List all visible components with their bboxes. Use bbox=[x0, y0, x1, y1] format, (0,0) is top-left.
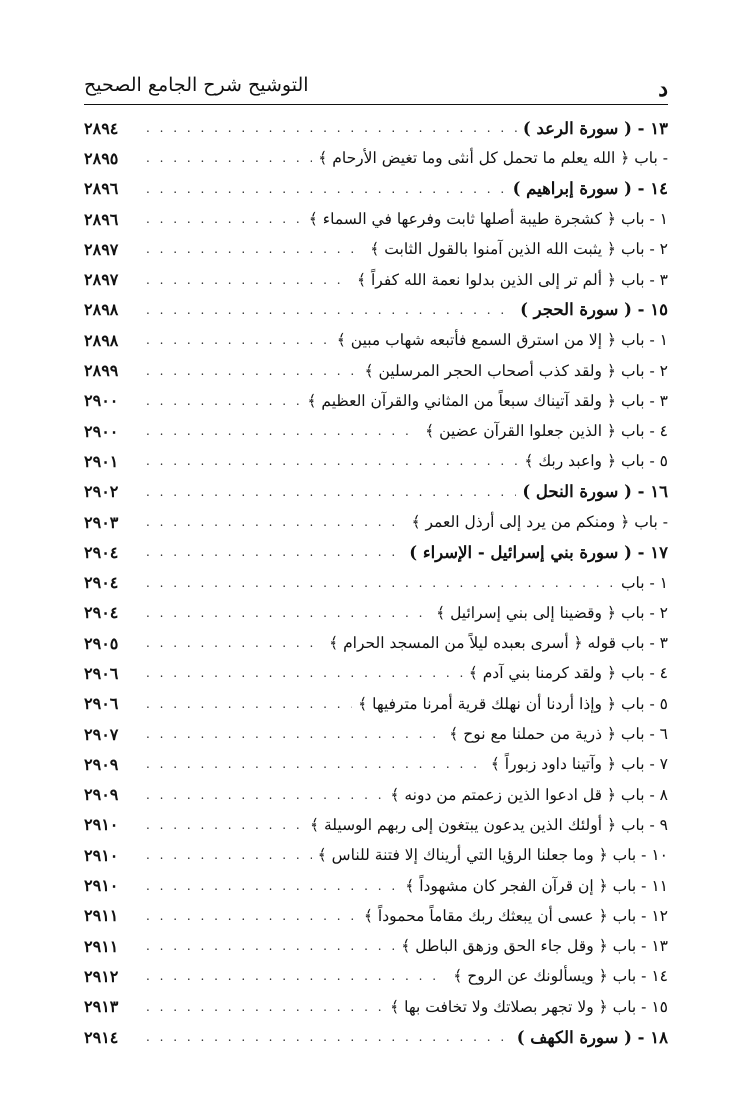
page-number: ٢٩٠٤ bbox=[84, 603, 119, 623]
dot-leader bbox=[146, 969, 447, 983]
surah-heading-row bbox=[84, 537, 668, 567]
surah-title: ١٤ - ( سورة إبراهيم ) bbox=[512, 179, 668, 199]
surah-heading-row bbox=[84, 477, 668, 507]
page-number: ٢٨٩٦ bbox=[84, 209, 119, 229]
dot-leader bbox=[146, 606, 430, 620]
chapter-title: ١٤ - باب ﴿ ويسألونك عن الروح ﴾ bbox=[453, 967, 668, 986]
dot-leader bbox=[146, 666, 463, 680]
chapter-entry-row bbox=[84, 992, 668, 1022]
chapter-entry-row bbox=[84, 325, 668, 355]
dot-leader bbox=[146, 303, 514, 317]
chapter-entry-row bbox=[84, 961, 668, 991]
chapter-title: ١ - باب bbox=[620, 573, 668, 592]
dot-leader bbox=[146, 212, 303, 226]
chapter-entry-row bbox=[84, 355, 668, 385]
page-number: ٢٩٠٥ bbox=[84, 633, 119, 653]
chapter-title: ٤ - باب ﴿ الذين جعلوا القرآن عضين ﴾ bbox=[425, 422, 668, 441]
chapter-entry-row bbox=[84, 143, 668, 173]
dot-leader bbox=[146, 848, 312, 862]
chapter-title: ٩ - باب ﴿ أولئك الذين يدعون يبتغون إلى ربهم الوسيلة ﴾ bbox=[309, 815, 668, 834]
surah-heading-row bbox=[84, 295, 668, 325]
chapter-entry-row bbox=[84, 416, 668, 446]
dot-leader bbox=[146, 273, 351, 287]
dot-leader bbox=[146, 636, 323, 650]
chapter-title: ٣ - باب ﴿ ولقد آتيناك سبعاً من المثاني والقرآن العظيم ﴾ bbox=[307, 391, 668, 410]
chapter-title: ٦ - باب ﴿ ذرية من حملنا مع نوح ﴾ bbox=[449, 725, 668, 744]
chapter-entry-row bbox=[84, 840, 668, 870]
page-number: ٢٩١٤ bbox=[84, 1027, 119, 1047]
dot-leader bbox=[146, 727, 443, 741]
chapter-title: ١٢ - باب ﴿ عسى أن يبعثك ربك مقاماً محموداً ﴾ bbox=[363, 906, 668, 925]
chapter-entry-row bbox=[84, 810, 668, 840]
page-number: ٢٩٠٦ bbox=[84, 694, 119, 714]
chapter-entry-row bbox=[84, 567, 668, 597]
page-number: ٢٩١٠ bbox=[84, 815, 119, 835]
chapter-title: ١ - باب ﴿ كشجرة طيبة أصلها ثابت وفرعها في السماء ﴾ bbox=[308, 210, 668, 229]
chapter-title: ١٣ - باب ﴿ وقل جاء الحق وزهق الباطل ﴾ bbox=[401, 937, 668, 956]
chapter-entry-row bbox=[84, 204, 668, 234]
chapter-entry-row bbox=[84, 719, 668, 749]
chapter-title: ٢ - باب ﴿ وقضينا إلى بني إسرائيل ﴾ bbox=[436, 603, 668, 622]
dot-leader bbox=[146, 182, 507, 196]
page-number: ٢٨٩٧ bbox=[84, 270, 119, 290]
page-number: ٢٨٩٦ bbox=[84, 179, 119, 199]
dot-leader bbox=[146, 151, 312, 165]
chapter-title: ١ - باب ﴿ إلا من استرق السمع فأتبعه شهاب مبين ﴾ bbox=[336, 331, 668, 350]
page-number: ٢٨٩٨ bbox=[84, 300, 119, 320]
page-number: ٢٩١١ bbox=[84, 936, 119, 956]
chapter-title: ٥ - باب ﴿ وإذا أردنا أن نهلك قرية أمرنا مترفيها ﴾ bbox=[358, 694, 668, 713]
dot-leader bbox=[146, 485, 516, 499]
surah-heading-row bbox=[84, 174, 668, 204]
chapter-title: ١٠ - باب ﴿ وما جعلنا الرؤيا التي أريناك إلا فتنة للناس ﴾ bbox=[317, 846, 668, 865]
chapter-entry-row bbox=[84, 386, 668, 416]
chapter-entry-row bbox=[84, 780, 668, 810]
page-number: ٢٩٠٠ bbox=[84, 391, 119, 411]
page-number: ٢٨٩٩ bbox=[84, 361, 119, 381]
dot-leader bbox=[146, 121, 517, 135]
surah-title: ١٥ - ( سورة الحجر ) bbox=[520, 300, 668, 320]
page-number: ٢٨٩٨ bbox=[84, 330, 119, 350]
dot-leader bbox=[146, 394, 301, 408]
dot-leader bbox=[146, 879, 399, 893]
chapter-title: ٣ - باب قوله ﴿ أسرى بعبده ليلاً من المسجد الحرام ﴾ bbox=[329, 634, 668, 653]
page-number: ٢٨٩٧ bbox=[84, 239, 119, 259]
page-number: ٢٨٩٤ bbox=[84, 118, 119, 138]
dot-leader bbox=[146, 788, 384, 802]
dot-leader bbox=[146, 939, 395, 953]
page-number: ٢٩١٠ bbox=[84, 876, 119, 896]
page-number: ٢٩٠٩ bbox=[84, 785, 119, 805]
page-number: ٢٩٠٦ bbox=[84, 663, 119, 683]
chapter-entry-row bbox=[84, 446, 668, 476]
chapter-entry-row bbox=[84, 689, 668, 719]
dot-leader bbox=[146, 576, 615, 590]
page-header bbox=[84, 64, 668, 104]
page-number: ٢٩٠٤ bbox=[84, 542, 119, 562]
chapter-title: ٤ - باب ﴿ ولقد كرمنا بني آدم ﴾ bbox=[468, 664, 668, 683]
dot-leader bbox=[146, 454, 518, 468]
dot-leader bbox=[146, 757, 485, 771]
chapter-title: ٢ - باب ﴿ ولقد كذب أصحاب الحجر المرسلين ﴾ bbox=[364, 361, 668, 380]
chapter-title: - باب ﴿ الله يعلم ما تحمل كل أنثى وما تغيض الأرحام ﴾ bbox=[318, 149, 668, 168]
dot-leader bbox=[146, 333, 331, 347]
page-number: ٢٩١١ bbox=[84, 906, 119, 926]
page-number: ٢٩٠٧ bbox=[84, 724, 119, 744]
page-number: ٢٩٠٠ bbox=[84, 421, 119, 441]
dot-leader bbox=[146, 697, 352, 711]
chapter-title: ٥ - باب ﴿ واعبد ربك ﴾ bbox=[524, 452, 668, 471]
dot-leader bbox=[146, 424, 419, 438]
chapter-entry-row bbox=[84, 931, 668, 961]
chapter-entry-row bbox=[84, 628, 668, 658]
book-title: التوشيح شرح الجامع الصحيح bbox=[84, 74, 309, 96]
table-of-contents bbox=[84, 113, 668, 1052]
dot-leader bbox=[146, 364, 358, 378]
page-number: ٢٩١٣ bbox=[84, 997, 119, 1017]
chapter-entry-row bbox=[84, 264, 668, 294]
chapter-entry-row bbox=[84, 749, 668, 779]
chapter-title: ٣ - باب ﴿ ألم تر إلى الذين بدلوا نعمة الله كفراً ﴾ bbox=[356, 270, 668, 289]
chapter-entry-row bbox=[84, 658, 668, 688]
chapter-title: ١١ - باب ﴿ إن قرآن الفجر كان مشهوداً ﴾ bbox=[405, 876, 668, 895]
surah-heading-row bbox=[84, 113, 668, 143]
dot-leader bbox=[146, 909, 358, 923]
header-divider bbox=[84, 104, 668, 105]
page-number: ٢٨٩٥ bbox=[84, 148, 119, 168]
chapter-entry-row bbox=[84, 870, 668, 900]
page-number: ٢٩٠١ bbox=[84, 451, 119, 471]
chapter-title: ٧ - باب ﴿ وآتينا داود زبوراً ﴾ bbox=[490, 755, 668, 774]
chapter-entry-row bbox=[84, 598, 668, 628]
surah-heading-row bbox=[84, 1022, 668, 1052]
dot-leader bbox=[146, 1030, 511, 1044]
dot-leader bbox=[146, 818, 304, 832]
dot-leader bbox=[146, 1000, 384, 1014]
dot-leader bbox=[146, 242, 364, 256]
chapter-entry-row bbox=[84, 507, 668, 537]
dot-leader bbox=[146, 545, 403, 559]
surah-title: ١٦ - ( سورة النحل ) bbox=[522, 482, 668, 502]
page-number: ٢٩٠٩ bbox=[84, 754, 119, 774]
chapter-title: ٨ - باب ﴿ قل ادعوا الذين زعمتم من دونه ﴾ bbox=[390, 785, 668, 804]
page-number: ٢٩٠٤ bbox=[84, 573, 119, 593]
surah-title: ١٣ - ( سورة الرعد ) bbox=[522, 118, 668, 138]
surah-title: ١٨ - ( سورة الكهف ) bbox=[516, 1027, 668, 1047]
page-number: ٢٩١٠ bbox=[84, 845, 119, 865]
dot-leader bbox=[146, 515, 405, 529]
chapter-title: ٢ - باب ﴿ يثبت الله الذين آمنوا بالقول الثابت ﴾ bbox=[370, 240, 668, 259]
chapter-title: - باب ﴿ ومنكم من يرد إلى أرذل العمر ﴾ bbox=[411, 513, 668, 531]
page-number: ٢٩١٢ bbox=[84, 966, 119, 986]
page-number: ٢٩٠٢ bbox=[84, 482, 119, 502]
chapter-entry-row bbox=[84, 234, 668, 264]
chapter-title: ١٥ - باب ﴿ ولا تجهر بصلاتك ولا تخافت بها ﴾ bbox=[390, 997, 668, 1016]
chapter-entry-row bbox=[84, 901, 668, 931]
page-number-letter: د bbox=[658, 76, 668, 102]
surah-title: ١٧ - ( سورة بني إسرائيل - الإسراء ) bbox=[409, 542, 668, 562]
page-number: ٢٩٠٣ bbox=[84, 512, 119, 532]
